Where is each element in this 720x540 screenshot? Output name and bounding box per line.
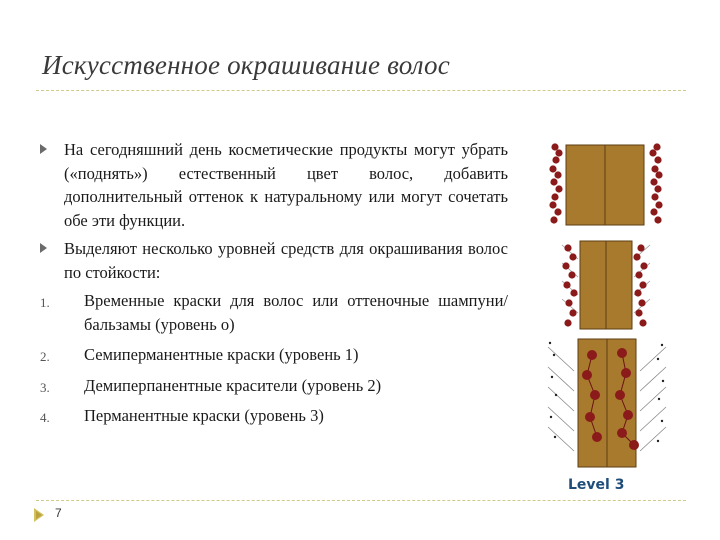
slide-body <box>38 138 508 428</box>
bullet-item <box>38 138 508 232</box>
bullet-text: На сегодняшний день косметические продукты могут убрать («поднять») естественный цвет волос, добавить дополнительный оттенок к натуральному или могут сочетать обе эти функции. <box>64 140 508 230</box>
item-text: Семиперманентные краски (уровень 1) <box>84 345 359 364</box>
numbered-item <box>38 404 508 428</box>
item-number: 3. <box>40 379 50 395</box>
footer-arrow-inner-icon <box>36 511 42 519</box>
figure-label: Level 3 <box>568 477 625 493</box>
bullet-text: Выделяют несколько уровней средств для окрашивания волос по стойкости: <box>64 239 508 282</box>
item-number: 4. <box>40 410 50 425</box>
page-number: 7 <box>55 506 62 520</box>
item-number: 2. <box>40 349 50 364</box>
footer-divider <box>36 500 686 501</box>
level-3-hair-diagram <box>548 339 666 467</box>
item-text: Перманентные краски (уровень 3) <box>84 406 324 425</box>
level-0-hair-diagram <box>549 143 662 225</box>
bullet-item <box>38 237 508 284</box>
title-divider <box>36 90 686 91</box>
item-text: Демиперпанентные красители (уровень 2) <box>84 375 382 395</box>
numbered-item <box>38 343 508 367</box>
item-number: 1. <box>40 295 50 310</box>
slide-title: Искусственное окрашивание волос <box>42 50 450 80</box>
numbered-item <box>38 289 508 336</box>
level-1-hair-diagram <box>562 241 650 329</box>
item-text: Временные краски для волос или оттеночные шампуни/бальзамы (уровень о) <box>84 291 508 334</box>
hair-dye-levels-illustration <box>540 133 674 473</box>
arrow-bullet-icon <box>40 144 47 154</box>
numbered-item <box>38 374 508 398</box>
arrow-bullet-icon <box>40 243 47 253</box>
